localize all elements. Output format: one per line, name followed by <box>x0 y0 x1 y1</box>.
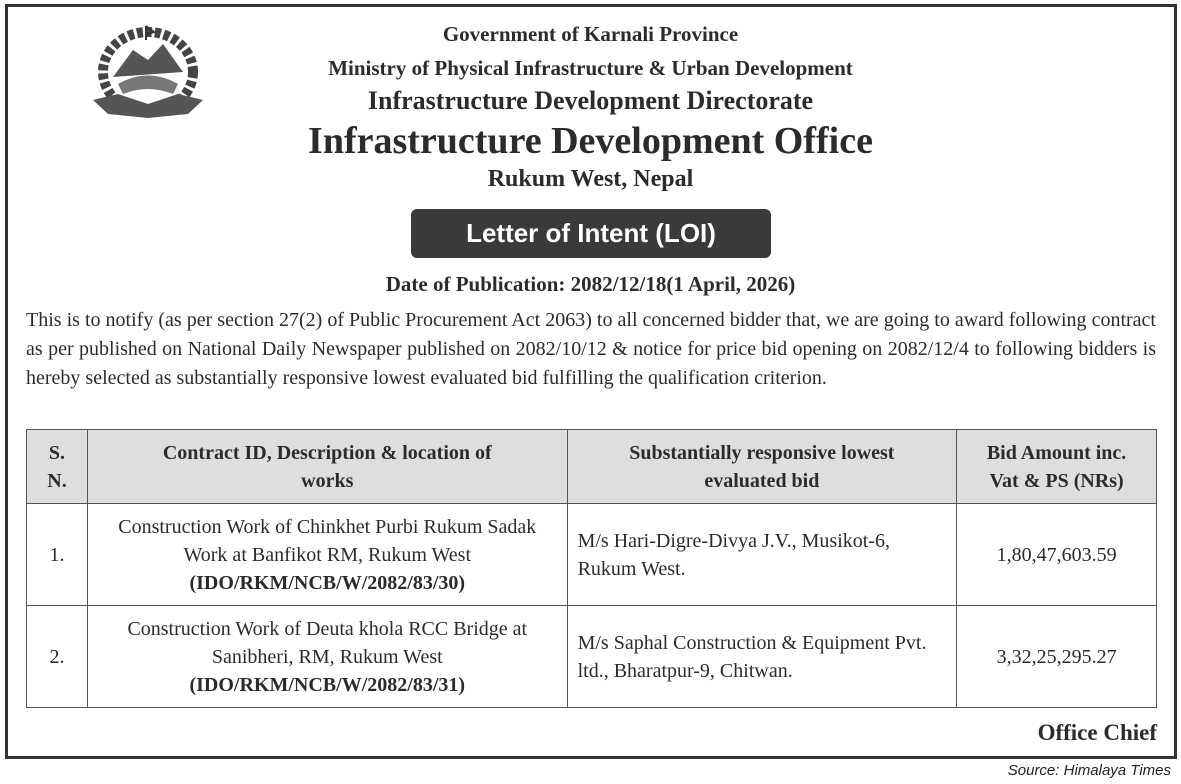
row-bidder: M/s Hari-Digre-Divya J.V., Musikot-6, Rukum West. <box>567 504 957 606</box>
government-heading: Government of Karnali Province <box>442 22 739 46</box>
publication-date: Date of Publication: 2082/12/18(1 April, 2026) <box>385 272 796 296</box>
row-sn: 1. <box>27 504 88 606</box>
work-description: Construction Work of Chinkhet Purbi Rukum Sadak Work at Banfikot RM, Rukum West <box>118 515 537 566</box>
contract-id: (IDO/RKM/NCB/W/2082/83/30) <box>189 571 466 594</box>
source-credit: Source: Himalaya Times <box>1007 762 1171 779</box>
header-description: Contract ID, Description & location of works <box>87 430 567 504</box>
row-amount: 1,80,47,603.59 <box>957 504 1157 606</box>
row-sn: 2. <box>27 606 88 708</box>
row-description <box>87 606 567 708</box>
location-heading: Rukum West, Nepal <box>487 166 694 192</box>
ministry-heading: Ministry of Physical Infrastructure & Urban Development <box>328 56 853 80</box>
work-description: Construction Work of Deuta khola RCC Bridge at Sanibheri, RM, Rukum West <box>127 617 528 668</box>
notice-body: This is to notify (as per section 27(2) of Public Procurement Act 2063) to all concerned bidder that, we are going to award following contract as per published on National Daily Newspaper published on 2082/10/12 & notice for price bid opening on 2082/12/4 to following bidders is hereby selected as substantially responsive lowest evaluated bid fulfilling the qualification criterion. <box>26 309 1156 389</box>
row-amount: 3,32,25,295.27 <box>957 606 1157 708</box>
header-sn: S. N. <box>27 430 88 504</box>
office-heading: Infrastructure Development Office <box>308 120 873 162</box>
table-header-row <box>27 430 1157 504</box>
table-row <box>27 606 1157 708</box>
contract-id: (IDO/RKM/NCB/W/2082/83/31) <box>189 673 466 696</box>
table-row <box>27 504 1157 606</box>
row-description <box>87 504 567 606</box>
row-bidder: M/s Saphal Construction & Equipment Pvt. ltd., Bharatpur-9, Chitwan. <box>567 606 957 708</box>
signature-office-chief: Office Chief <box>1037 720 1157 745</box>
document-title: Letter of Intent (LOI) <box>411 209 771 258</box>
header-bidder: Substantially responsive lowest evaluated bid <box>567 430 957 504</box>
award-table <box>26 429 1157 708</box>
header-amount: Bid Amount inc. Vat & PS (NRs) <box>957 430 1157 504</box>
directorate-heading: Infrastructure Development Directorate <box>367 86 814 115</box>
